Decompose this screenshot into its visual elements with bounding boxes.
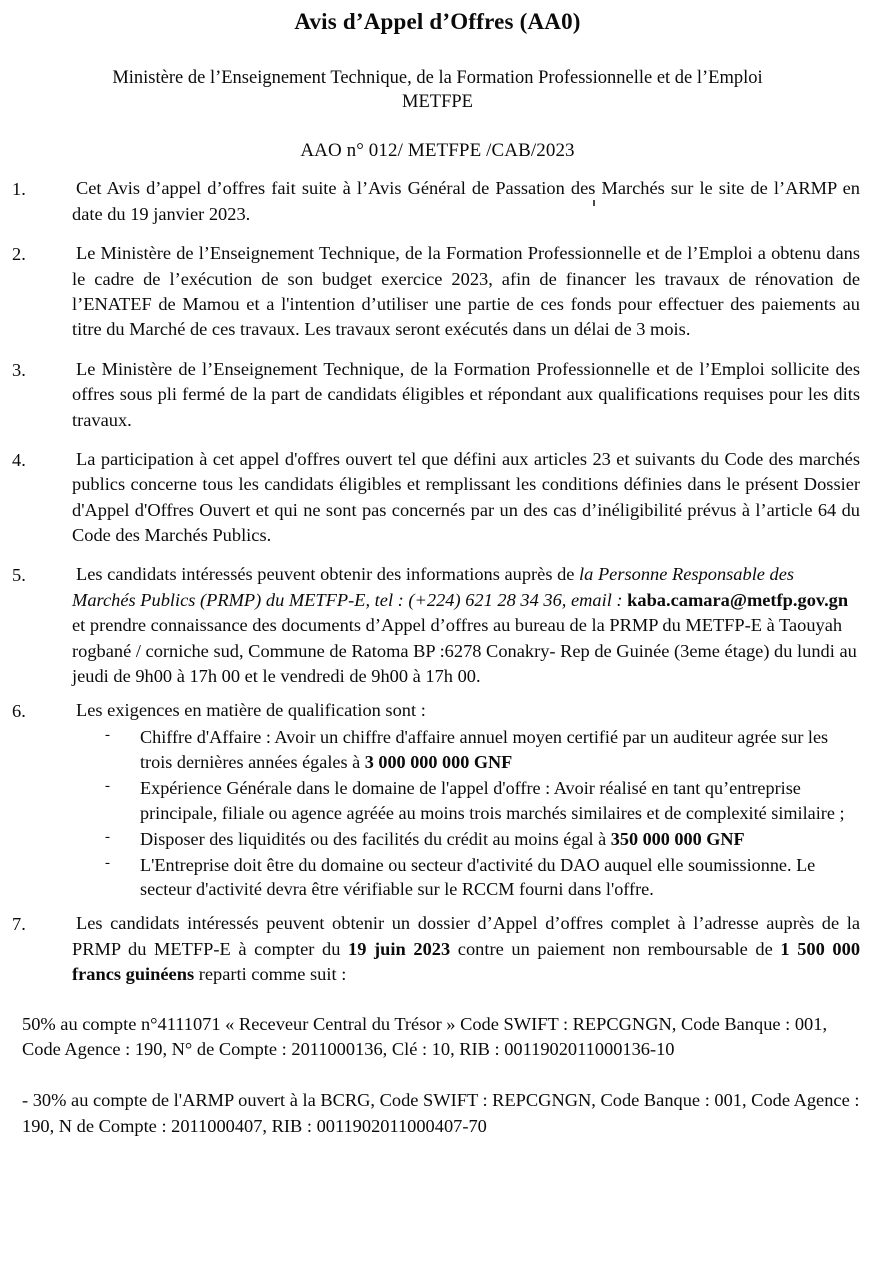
clause-number: 4. xyxy=(12,449,26,470)
account-details-treasury: 50% au compte n°4111071 « Receveur Central du Trésor » Code SWIFT : REPCGNGN, Code Banque : 001, Code Agence : 190, N° de Compte : 2011000136, Clé : 10, RIB : 0011902011000136-10 xyxy=(22,1013,828,1059)
list-item xyxy=(72,827,860,852)
clause-text: Les exigences en matière de qualification sont : xyxy=(76,700,426,721)
bullet-dash-icon: - xyxy=(105,828,110,845)
clause-item-2 xyxy=(0,241,875,343)
clause-item-3 xyxy=(0,357,875,433)
clause-item-4 xyxy=(0,447,875,549)
clause-item-1 xyxy=(0,176,875,227)
list-item xyxy=(72,853,860,903)
bullet-text: Disposer des liquidités ou des facilités du crédit au moins égal à xyxy=(140,828,611,849)
clause-number: 2. xyxy=(12,244,26,265)
clause-number: 1. xyxy=(12,179,26,200)
qualification-bullet-list xyxy=(72,725,860,903)
clause5-italic-contact: la Personne Responsable des Marchés Publics (PRMP) du METFP-E, tel : (+224) 621 28 34 36, email : xyxy=(72,564,795,610)
bullet-dash-icon: - xyxy=(105,854,110,871)
clause-number: 3. xyxy=(12,359,26,380)
clause-text: La participation à cet appel d'offres ouvert tel que défini aux articles 23 et suivants du Code des marchés publics concerne tous les candidats éligibles et remplissant les conditions définies dans le présent Dossier d'Appel d'Offres Ouvert et qui ne sont pas concernés par un des cas d’inéligibilité prévus à l’article 64 du Code des Marchés Publics. xyxy=(72,448,860,546)
list-item xyxy=(72,776,860,826)
dossier-price: 1 500 000 francs guinéens xyxy=(72,938,861,985)
clause-item-7 xyxy=(0,911,875,987)
list-item xyxy=(72,725,860,775)
submission-start-date: 19 juin 2023 xyxy=(348,938,451,959)
ministry-acronym: METFPE xyxy=(402,92,473,112)
clause-text xyxy=(72,562,860,689)
clause7-pre: Les candidats intéressés peuvent obtenir un dossier d’Appel d’offres complet à l’adresse auprès de la PRMP du METFP-E à compter du xyxy=(72,913,860,959)
clause-number: 5. xyxy=(12,565,26,586)
account-details-armp: - 30% au compte de l'ARMP ouvert à la BCRG, Code SWIFT : REPCGNGN, Code Banque : 001, Code Agence : 190, N de Compte : 2011000407, RIB : 0011902011000407-70 xyxy=(22,1090,860,1136)
clause-text: Le Ministère de l’Enseignement Technique, de la Formation Professionnelle et de l’Emploi sollicite des offres sous pli fermé de la part de candidats éligibles et répondant aux qualifications requises pour les dits travaux. xyxy=(72,358,860,430)
clause5-tail: et prendre connaissance des documents d’Appel d’offres au bureau de la PRMP du METFP-E à Taouyah rogbané / corniche sud, Commune de Ratoma BP :6278 Conakry- Rep de Guinée (3eme étage) du lundi au jeudi de 9h00 à 17h 00 et le vendredi de 9h00 à 17h 00. xyxy=(72,615,857,687)
clause-text: Cet Avis d’appel d’offres fait suite à l’Avis Général de Passation des Marchés sur le site de l’ARMP en date du 19 janvier 2023. xyxy=(72,178,860,224)
bullet-amount: 3 000 000 000 GNF xyxy=(364,751,513,772)
clause-number: 6. xyxy=(12,701,26,722)
clause-item-5 xyxy=(0,562,875,689)
clause7-mid: contre un paiement non remboursable de xyxy=(450,938,781,959)
ministry-heading xyxy=(0,36,875,115)
clause5-lead: Les candidats intéressés peuvent obtenir des informations auprès de xyxy=(76,564,580,585)
clause-number: 7. xyxy=(12,914,26,935)
bullet-amount: 350 000 000 GNF xyxy=(610,828,745,849)
clause-text: Le Ministère de l’Enseignement Technique, de la Formation Professionnelle et de l’Emploi a obtenu dans le cadre de l’exécution de son budget exercice 2023, afin de financer les travaux de rénovation de l’ENATEF de Mamou et a l'intention d’utiliser une partie de ces fonds pour effectuer des paiements au titre du Marché de ces travaux. Les travaux seront exécutés dans un délai de 3 mois. xyxy=(72,243,860,340)
clause-item-6 xyxy=(0,698,875,902)
contact-email[interactable]: kaba.camara@metfp.gov.gn xyxy=(627,589,849,610)
bullet-text: L'Entreprise doit être du domaine ou secteur d'activité du DAO auquel elle soumissionne. Le secteur d'activité devra être vérifiable sur le RCCM fourni dans l'offre. xyxy=(140,854,816,900)
bullet-dash-icon: - xyxy=(105,726,110,743)
bullet-dash-icon: - xyxy=(105,777,110,794)
clause-list xyxy=(0,176,875,987)
page-title: Avis d’Appel d’Offres (AA0) xyxy=(294,9,581,34)
ministry-line-1: Ministère de l’Enseignement Technique, de la Formation Professionnelle et de l’Emploi xyxy=(112,67,763,88)
bullet-text: Expérience Générale dans le domaine de l'appel d'offre : Avoir réalisé en tant qu’entreprise principale, filiale ou agence agréée au moins trois marchés similaires et de complexité similaire ; xyxy=(140,777,845,823)
bullet-text: Chiffre d'Affaire : Avoir un chiffre d'affaire annuel moyen certifié par un auditeur agrée sur les trois dernières années égales à xyxy=(140,726,829,772)
clause-text xyxy=(72,911,860,987)
aao-reference-number: AAO n° 012/ METFPE /CAB/2023 xyxy=(300,140,575,162)
clause7-post: reparti comme suit : xyxy=(194,964,347,985)
